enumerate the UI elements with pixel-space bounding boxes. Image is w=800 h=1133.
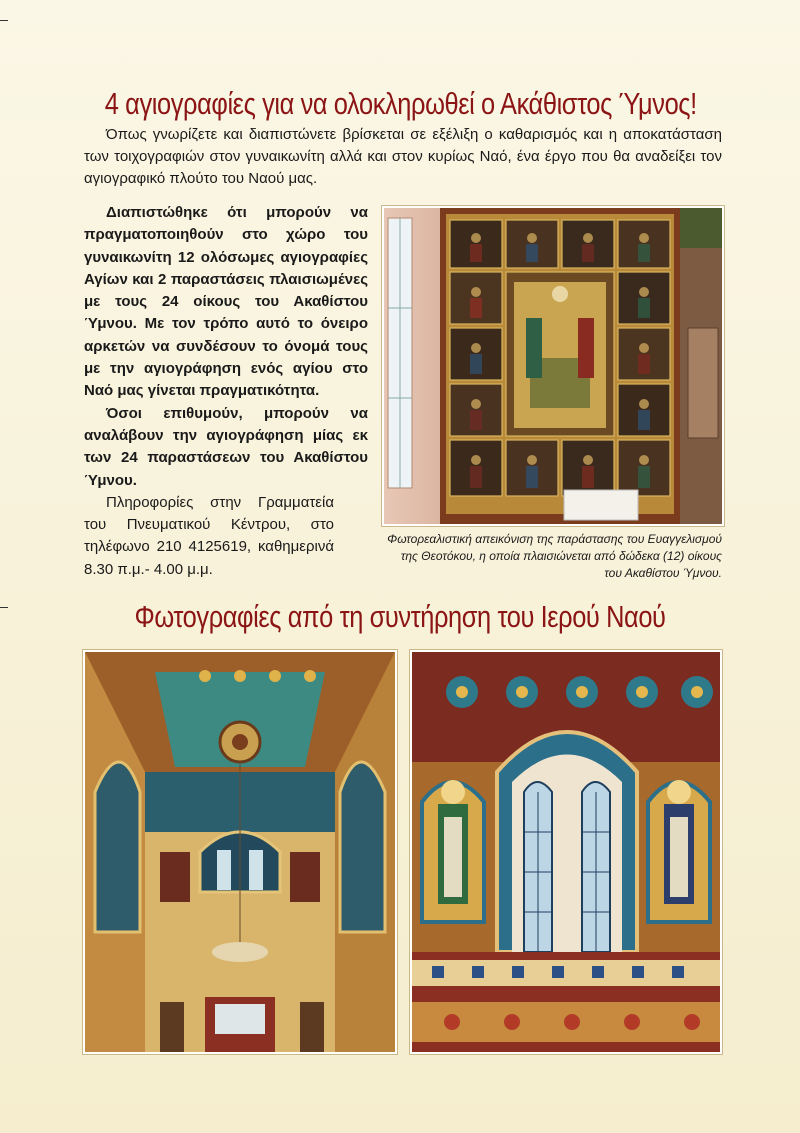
intro-paragraph: Όπως γνωρίζετε και διαπιστώνετε βρίσκεται σε εξέλιξη ο καθαρισμός και η αποκατάσταση των τοιχογραφιών στον γυναικωνίτη αλλά και στον κυρίως Ναό, ένα έργο που θα αναδείξει τον αγιογραφικό πλούτο του Ναού μας. bbox=[84, 126, 722, 187]
ceiling-photo bbox=[83, 650, 397, 1054]
left-text-column bbox=[84, 202, 368, 581]
article-title: 4 αγιογραφίες για να ολοκληρωθεί ο Ακάθιστος Ύμνος! bbox=[104, 86, 697, 121]
gallery-title: Φωτογραφίες από τη συντήρηση του Ιερού Ναού bbox=[134, 599, 666, 634]
info-paragraph: Πληροφορίες στην Γραμματεία του Πνευματικού Κέντρου, στο τηλέφωνο 210 4125619, καθημερινά 8.30 π.μ.- 4.00 μ.μ. bbox=[84, 493, 334, 578]
bold-paragraph-2: Όσοι επιθυμούν, μπορούν να αναλάβουν την αγιογράφηση μίας εκ των 24 παραστάσεων του Ακαθίστου Ύμνου. bbox=[84, 404, 368, 489]
crop-mark bbox=[0, 607, 8, 608]
bold-paragraph-1: Διαπιστώθηκε ότι μπορούν να πραγματοποιηθούν στο χώρο του γυναικωνίτη 12 ολόσωμες αγιογραφίες Αγίων και 2 παραστάσεις πλαισιωμένες με τους 24 οίκους του Ακαθίστου Ύμνου. Με τον τρόπο αυτό το όνειρο αρκετών να συνδέσουν το όνομά τους με την αγιογράφηση ενός αγίου στο Ναό μας γίνεται πραγματικότητα. bbox=[84, 204, 368, 400]
photo-caption: Φωτορεαλιστική απεικόνιση της παράστασης του Ευαγγελισμού της Θεοτόκου, η οποία πλαισιώνεται από δώδεκα (12) οίκους του Ακαθίστου Ύμνου. bbox=[387, 532, 722, 580]
akathist-rendering-photo bbox=[382, 206, 724, 526]
window-saints-photo bbox=[410, 650, 722, 1054]
crop-mark bbox=[0, 20, 8, 21]
